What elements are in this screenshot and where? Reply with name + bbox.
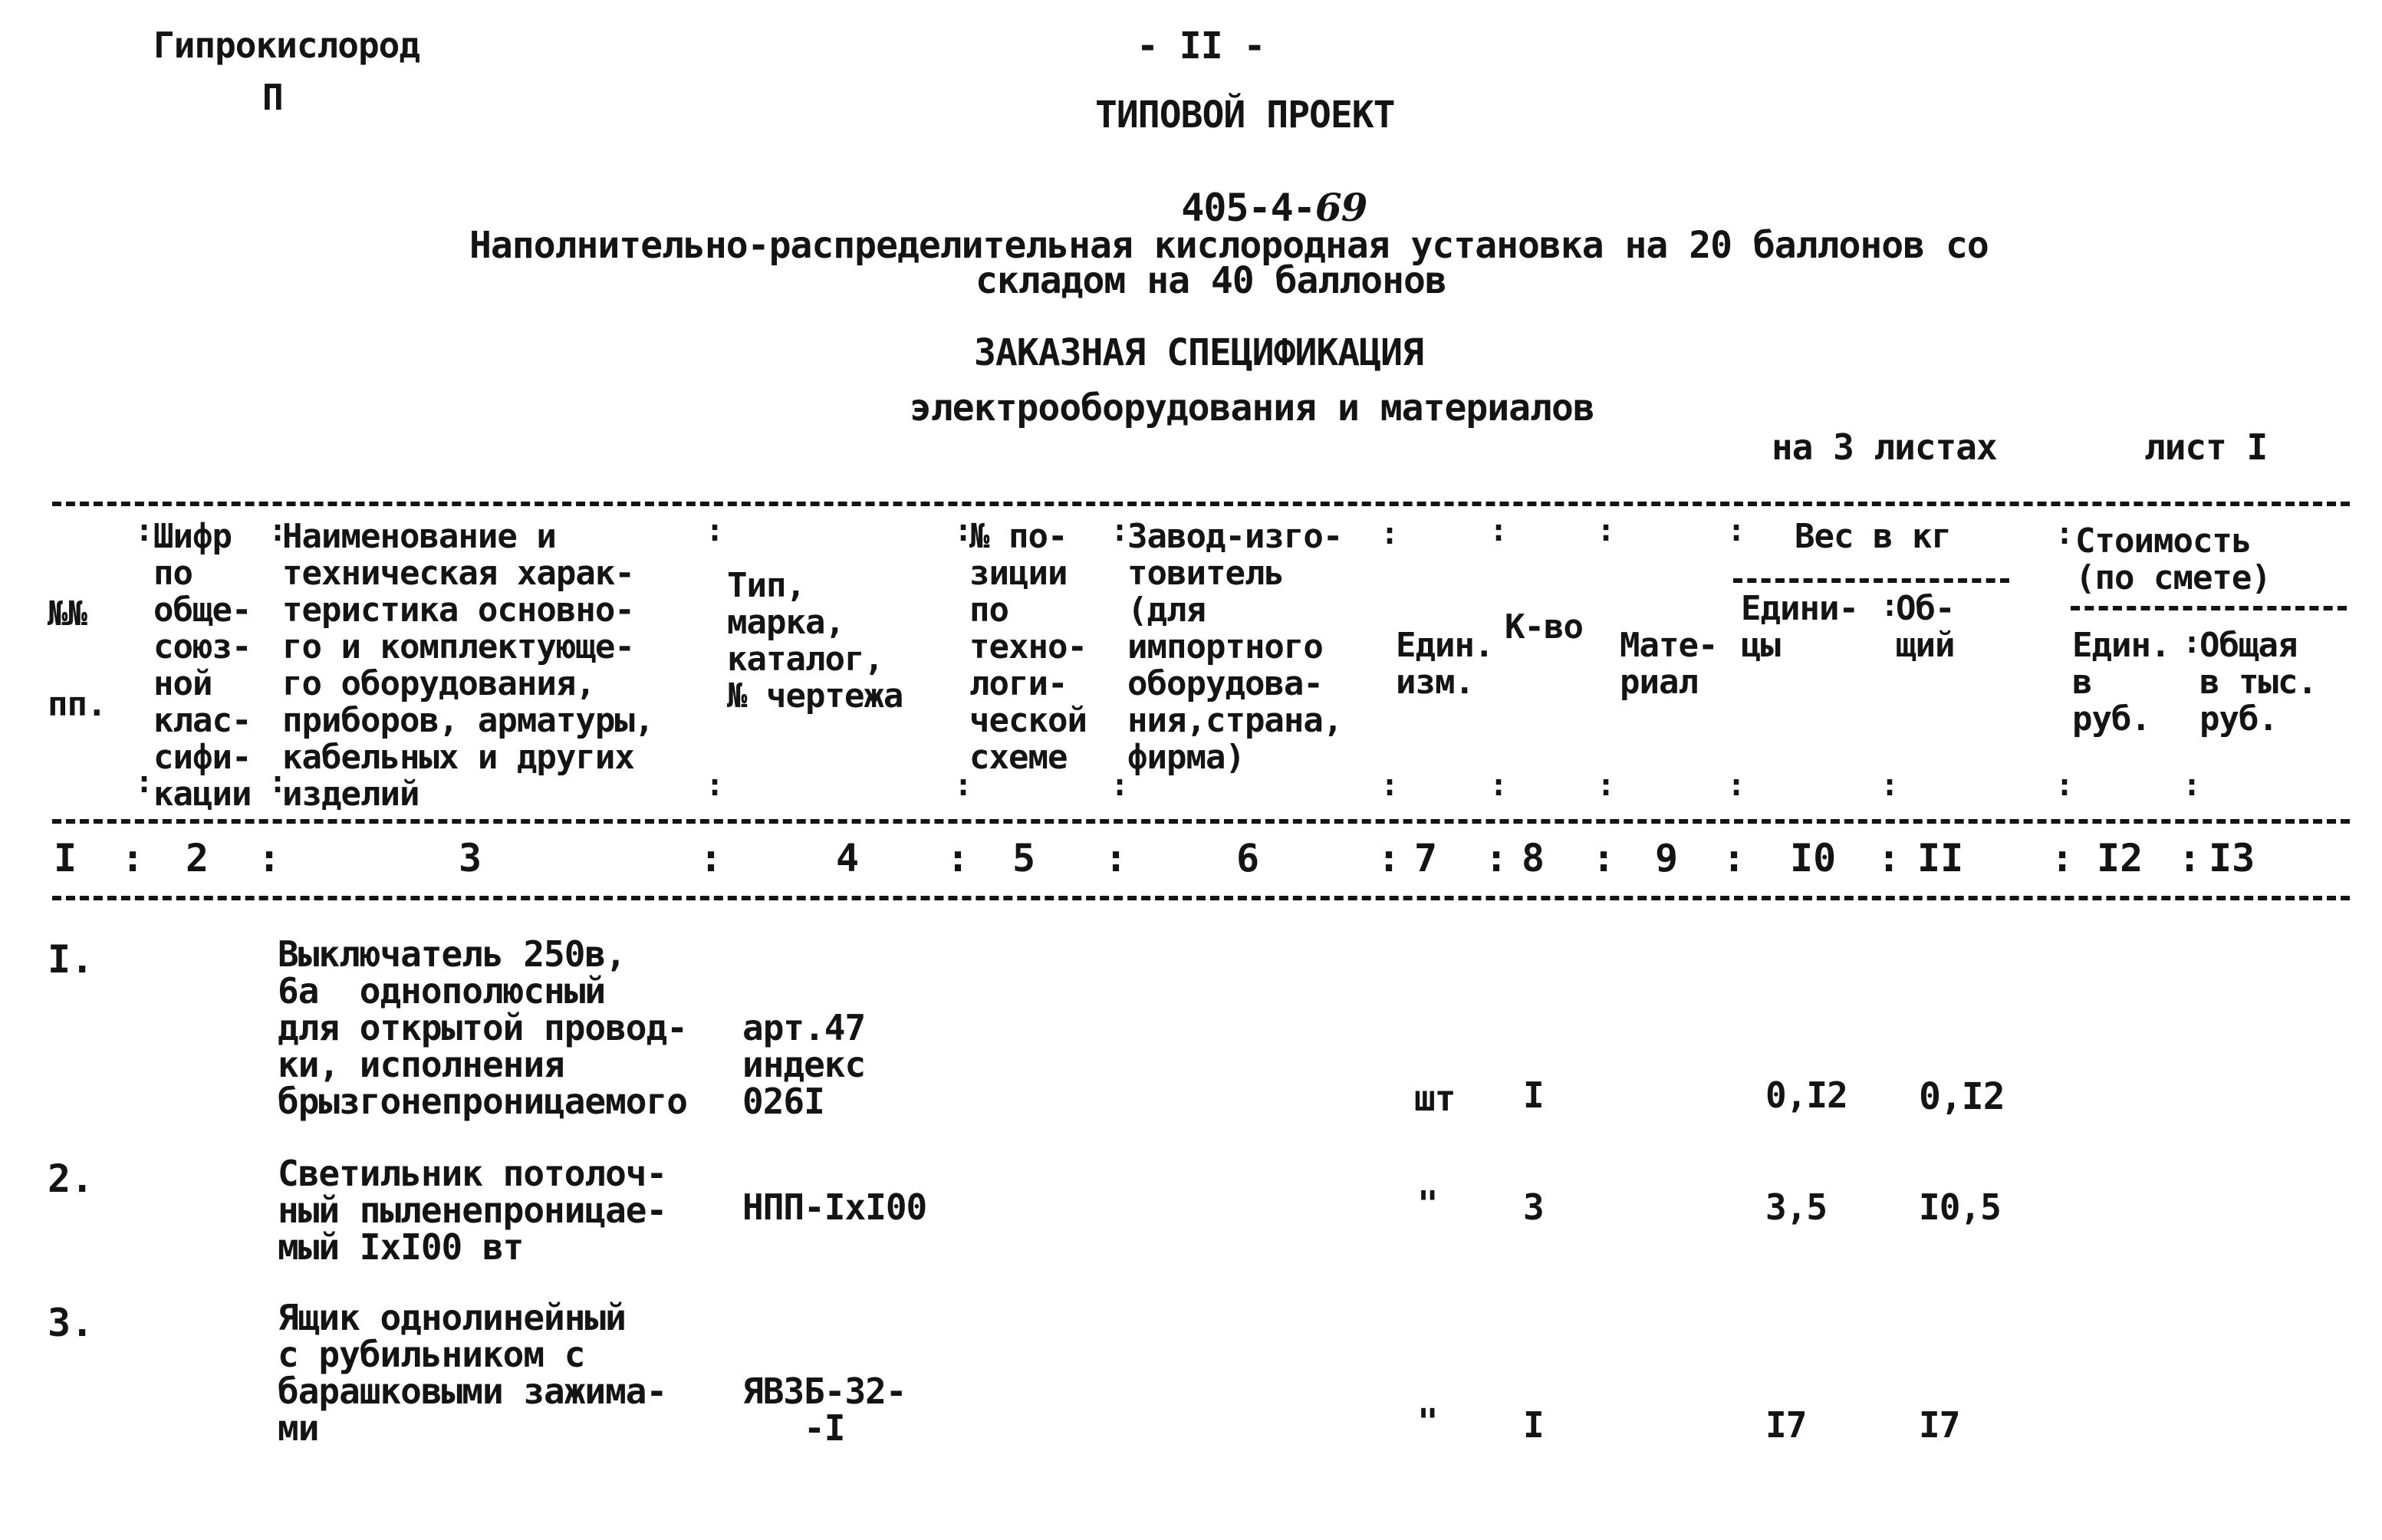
col-header-weight-total: Об- щий <box>1896 589 1955 665</box>
column-number: I <box>54 836 77 880</box>
row-unit: " <box>1417 1401 1438 1443</box>
column-number: I2 <box>2097 836 2143 880</box>
row-weight-unit: 0,I2 <box>1765 1074 1847 1116</box>
row-name: Выключатель 250в, 6а однополюсный для открытой провод- ки, исполнения брызгонепроницаемого <box>278 933 687 1122</box>
column-number: I0 <box>1790 836 1837 880</box>
document-title: ЗАКАЗНАЯ СПЕЦИФИКАЦИЯ <box>974 331 1423 374</box>
col-header-position: № по- зиции по техно- логи- ческой схеме <box>969 517 1087 777</box>
col-header-unit: Един. изм. <box>1396 626 1494 702</box>
table-top-rule <box>52 502 2350 506</box>
header-bottom-rule <box>52 819 2350 824</box>
row-quantity: 3 <box>1523 1186 1544 1228</box>
row-type: арт.47 индекс 026I <box>742 1007 866 1122</box>
row-name: Ящик однолинейный с рубильником с барашковыми зажима- ми <box>278 1297 667 1449</box>
col-header-manufacturer: Завод-изго- товитель (для импортного оборудова- ния,страна, фирма) <box>1127 517 1343 777</box>
project-code-prefix: 405-4- <box>1181 186 1315 230</box>
row-type: ЯВЗБ-32- -I <box>742 1371 906 1449</box>
page-number: - II - <box>1137 25 1265 67</box>
sheets-total: на 3 листах <box>1772 426 1997 468</box>
project-description-line2: складом на 40 баллонов <box>976 259 1446 302</box>
project-label: ТИПОВОЙ ПРОЕКТ <box>1095 94 1395 137</box>
row-unit: " <box>1417 1183 1438 1225</box>
row-weight-unit: I7 <box>1765 1404 1807 1446</box>
project-code <box>1137 150 1367 230</box>
row-weight-total: I0,5 <box>1919 1186 2001 1228</box>
column-numbers-rule <box>52 896 2350 900</box>
column-number: 6 <box>1236 836 1260 880</box>
column-number: 7 <box>1414 836 1438 880</box>
organization-name: Гипрокислород <box>153 25 420 66</box>
organization-sub: П <box>262 77 283 118</box>
col-header-weight-unit: Едини- цы <box>1741 589 1858 665</box>
row-quantity: I <box>1523 1074 1544 1116</box>
col-header-cost-group: Стоимость (по смете) <box>2075 522 2271 597</box>
cost-group-rule <box>2071 606 2347 610</box>
column-number: 5 <box>1012 836 1036 880</box>
row-unit: шт <box>1414 1078 1456 1119</box>
column-number: 4 <box>836 836 860 880</box>
row-type: НПП-IxI00 <box>742 1186 927 1228</box>
col-header-cost-total: Общая в тыс. руб. <box>2199 626 2317 739</box>
sheet-current: лист I <box>2144 426 2268 468</box>
column-number: II <box>1917 836 1964 880</box>
project-description-line1: Наполнительно-распределительная кислородная установка на 20 баллонов со <box>469 224 1989 267</box>
col-header-weight-group: Вес в кг <box>1795 517 1951 556</box>
col-header-classification-code: Шифр по обще- союз- ной клас- сифи- кации <box>153 517 252 814</box>
row-name: Светильник потолоч- ный пыленепроницае- мый IxI00 вт <box>278 1153 667 1268</box>
col-header-type: Тип, марка, каталог, № чертежа <box>727 566 903 716</box>
row-weight-total: 0,I2 <box>1919 1075 2005 1118</box>
col-header-number: №№ пп. <box>48 594 107 724</box>
row-quantity: I <box>1523 1404 1544 1446</box>
row-number: 2. <box>48 1157 94 1201</box>
row-weight-unit: 3,5 <box>1765 1186 1828 1228</box>
column-number: 8 <box>1522 836 1545 880</box>
row-number: I. <box>48 937 94 982</box>
col-header-quantity: К-во <box>1505 607 1583 647</box>
col-header-material: Мате- риал <box>1620 626 1718 702</box>
col-header-cost-unit: Един. в руб. <box>2072 626 2170 739</box>
weight-group-rule <box>1733 578 2009 583</box>
document-subtitle: электрооборудования и материалов <box>910 387 1594 429</box>
project-code-suffix: 69 <box>1314 185 1367 230</box>
column-number: 2 <box>186 836 209 880</box>
column-number: I3 <box>2209 836 2255 880</box>
col-header-name: Наименование и техническая харак- теристика основно- го и комплектующе- го оборудования, приборов, арматуры, кабельных и других изделий <box>282 517 654 814</box>
column-number: 3 <box>459 836 482 880</box>
column-number: 9 <box>1655 836 1679 880</box>
row-weight-total: I7 <box>1919 1404 1960 1446</box>
row-number: 3. <box>48 1301 94 1345</box>
